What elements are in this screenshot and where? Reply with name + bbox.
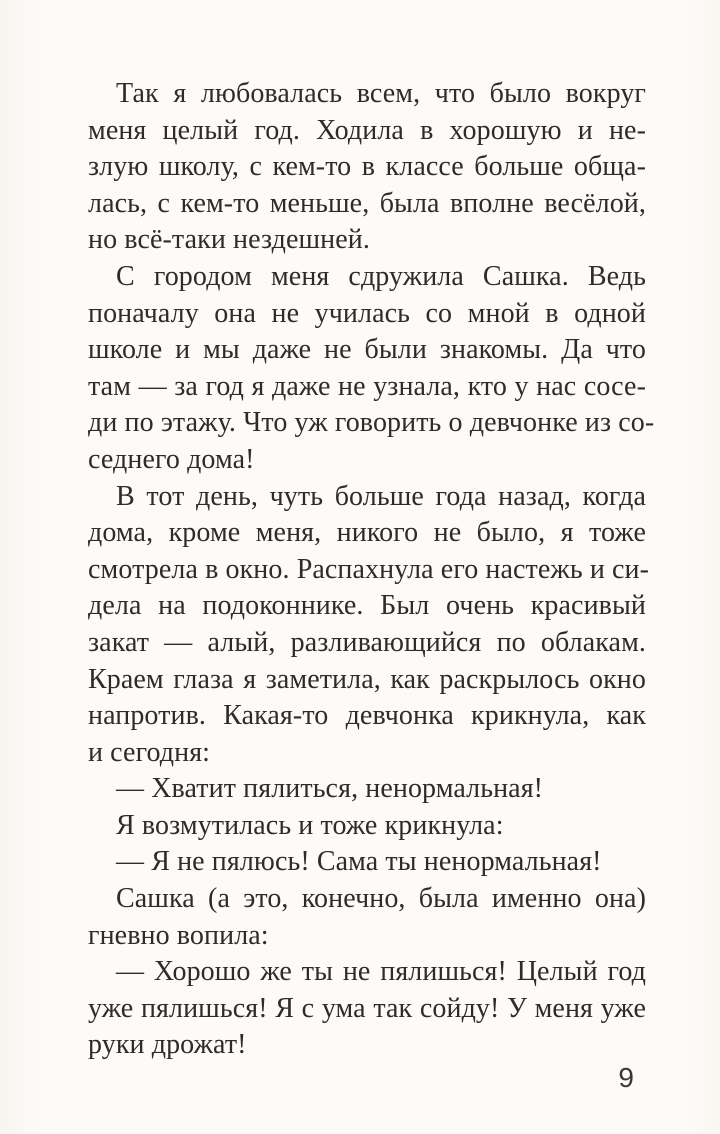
page-number: 9: [618, 1062, 634, 1093]
text-line: седнего дома!: [88, 443, 255, 475]
text-line: гневно вопила:: [88, 919, 269, 951]
text-line: поначалу она не училась со мной в одной: [88, 297, 646, 329]
text-line: — Хорошо же ты не пялишься! Целый год: [116, 956, 646, 988]
body-text: [88, 76, 655, 1064]
text-line: Я возмутилась и тоже крикнула:: [116, 809, 504, 841]
text-line: лась, с кем-то меньше, была вполне весёлой,: [88, 187, 646, 219]
text-line: но всё-таки нездешней.: [88, 224, 370, 256]
text-line: закат — алый, разливающийся по облакам.: [88, 626, 646, 658]
text-line: дела на подоконнике. Был очень красивый: [88, 590, 646, 622]
text-line: там — за год я даже не узнала, кто у нас сосе-: [88, 370, 646, 402]
text-line: ди по этажу. Что уж говорить о девчонке из со-: [88, 407, 655, 439]
text-line: злую школу, с кем-то в классе больше обща-: [88, 151, 646, 183]
text-line: дома, кроме меня, никого не было, я тоже: [88, 517, 646, 549]
text-line: — Я не пялюсь! Сама ты ненормальная!: [116, 846, 602, 878]
text-line: С городом меня сдружила Сашка. Ведь: [116, 260, 646, 292]
text-line: уже пялишься! Я с ума так сойду! У меня уже: [88, 992, 646, 1024]
text-line: школе и мы даже не были знакомы. Да что: [88, 334, 646, 366]
text-line: Так я любовалась всем, что было вокруг: [116, 78, 646, 109]
text-line: смотрела в окно. Распахнула его настежь и си-: [88, 553, 650, 585]
text-line: Сашка (а это, конечно, была именно она): [116, 883, 646, 915]
text-line: меня целый год. Ходила в хорошую и не-: [88, 114, 646, 146]
text-line: Краем глаза я заметила, как раскрылось окно: [88, 663, 646, 695]
text-line: В тот день, чуть больше года назад, когда: [116, 480, 646, 512]
text-line: напротив. Какая-то девчонка крикнула, как: [88, 700, 646, 732]
text-line: руки дрожат!: [88, 1029, 247, 1061]
text-line: и сегодня:: [88, 736, 211, 768]
text-line: — Хватит пялиться, ненормальная!: [116, 773, 544, 805]
